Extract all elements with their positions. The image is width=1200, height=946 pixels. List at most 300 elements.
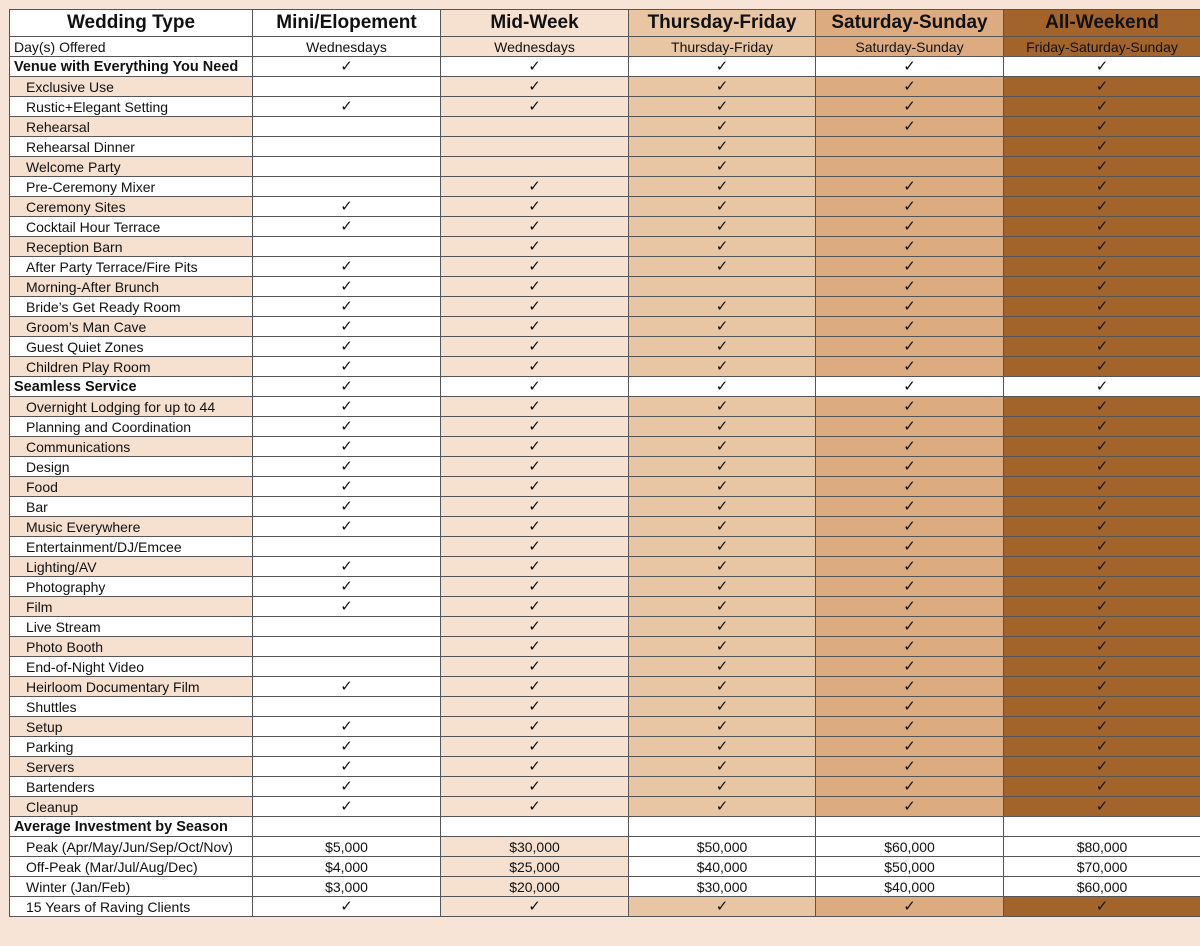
check-cell [1004,797,1200,817]
check-icon: ✓ [340,498,353,515]
check-icon: ✓ [340,758,353,775]
check-icon: ✓ [715,158,729,175]
check-cell [1004,537,1200,557]
check-cell [816,117,1004,137]
price-value: $3,000 [253,877,441,897]
check-icon: ✓ [1095,658,1109,675]
check-icon: ✓ [340,518,353,535]
check-cell [816,517,1004,537]
check-icon: ✓ [903,398,916,415]
check-icon: ✓ [1095,358,1109,375]
table-row [10,77,1200,97]
check-icon: ✓ [528,338,541,355]
check-icon: ✓ [903,598,916,615]
days-offered-row [10,37,1200,57]
check-icon: ✓ [340,278,353,295]
check-icon: ✓ [903,198,916,215]
row-label: Food [10,477,253,497]
check-icon: ✓ [903,278,916,295]
price-value: $80,000 [1004,837,1200,857]
check-icon: ✓ [340,338,353,355]
row-label: Lighting/AV [10,557,253,577]
check-icon: ✓ [528,298,541,315]
check-icon: ✓ [528,218,541,235]
check-icon: ✓ [528,778,541,795]
check-cell [1004,97,1200,117]
check-icon: ✓ [903,578,916,595]
check-cell [441,417,629,437]
row-label: Bar [10,497,253,517]
check-icon: ✓ [528,438,541,455]
check-icon: ✓ [903,218,916,235]
check-icon: ✓ [1095,458,1109,475]
check-icon: ✓ [715,138,729,155]
table-row [10,897,1200,917]
empty-cell [441,117,629,137]
check-cell [816,417,1004,437]
section-row [10,377,1200,397]
empty-cell [253,697,441,717]
check-cell [629,497,816,517]
check-icon: ✓ [903,638,916,655]
check-cell [253,497,441,517]
row-label: Reception Barn [10,237,253,257]
check-icon: ✓ [340,218,353,235]
check-icon: ✓ [340,398,353,415]
check-icon: ✓ [903,798,916,815]
check-icon: ✓ [1095,138,1109,155]
check-icon: ✓ [903,458,916,475]
check-cell [1004,597,1200,617]
check-cell [816,57,1004,77]
row-label: Guest Quiet Zones [10,337,253,357]
check-cell [441,357,629,377]
check-icon: ✓ [715,678,729,695]
check-cell [1004,317,1200,337]
price-value: $40,000 [816,877,1004,897]
check-icon: ✓ [528,358,541,375]
check-cell [441,437,629,457]
check-cell [1004,637,1200,657]
check-cell [441,97,629,117]
check-icon: ✓ [715,418,729,435]
table-row [10,737,1200,757]
check-cell [441,657,629,677]
check-cell [441,677,629,697]
check-cell [253,377,441,397]
check-cell [816,617,1004,637]
check-cell [816,637,1004,657]
check-icon: ✓ [903,438,916,455]
row-label: Morning-After Brunch [10,277,253,297]
check-cell [629,537,816,557]
check-cell [629,777,816,797]
check-icon: ✓ [715,57,729,75]
empty-cell [441,157,629,177]
check-cell [816,797,1004,817]
check-cell [629,157,816,177]
check-cell [441,77,629,97]
check-icon: ✓ [715,758,729,775]
empty-cell [816,157,1004,177]
row-label: Entertainment/DJ/Emcee [10,537,253,557]
check-cell [629,677,816,697]
check-cell [816,657,1004,677]
header-mid-week: Mid-Week [441,10,629,37]
days-offered-value: Saturday-Sunday [816,37,1004,57]
check-cell [253,57,441,77]
check-cell [253,257,441,277]
price-value: $25,000 [441,857,629,877]
check-cell [816,217,1004,237]
check-icon: ✓ [1095,78,1109,95]
check-cell [441,277,629,297]
empty-cell [253,817,441,837]
check-icon: ✓ [715,238,729,255]
check-icon: ✓ [340,98,353,115]
check-cell [816,277,1004,297]
empty-cell [253,137,441,157]
days-offered-value: Friday-Saturday-Sunday [1004,37,1200,57]
check-icon: ✓ [1095,278,1109,295]
check-icon: ✓ [340,798,353,815]
check-icon: ✓ [903,678,916,695]
table-row [10,777,1200,797]
check-icon: ✓ [903,658,916,675]
check-icon: ✓ [715,458,729,475]
check-cell [441,337,629,357]
empty-cell [253,177,441,197]
check-cell [816,297,1004,317]
row-label: Shuttles [10,697,253,717]
row-label: Cleanup [10,797,253,817]
price-value: $60,000 [1004,877,1200,897]
check-icon: ✓ [903,238,916,255]
row-label: Photo Booth [10,637,253,657]
check-icon: ✓ [1095,258,1109,275]
check-icon: ✓ [340,377,353,395]
check-cell [441,777,629,797]
check-icon: ✓ [715,258,729,275]
check-icon: ✓ [1095,698,1109,715]
check-icon: ✓ [715,518,729,535]
table-row [10,217,1200,237]
price-value: $4,000 [253,857,441,877]
check-cell [441,237,629,257]
check-cell [441,557,629,577]
row-label: Exclusive Use [10,77,253,97]
price-value: $20,000 [441,877,629,897]
price-value: $40,000 [629,857,816,877]
check-cell [441,397,629,417]
check-icon: ✓ [340,458,353,475]
check-icon: ✓ [715,778,729,795]
check-cell [441,477,629,497]
check-icon: ✓ [715,498,729,515]
check-icon: ✓ [715,318,729,335]
check-cell [816,757,1004,777]
check-cell [253,897,441,917]
check-icon: ✓ [1095,438,1109,455]
check-cell [816,237,1004,257]
empty-cell [253,77,441,97]
check-cell [441,697,629,717]
check-icon: ✓ [340,738,353,755]
check-cell [253,297,441,317]
check-cell [1004,337,1200,357]
check-icon: ✓ [1095,178,1109,195]
check-icon: ✓ [715,598,729,615]
check-icon: ✓ [715,798,729,815]
check-icon: ✓ [340,358,353,375]
row-label: Heirloom Documentary Film [10,677,253,697]
table-row [10,697,1200,717]
price-value: $30,000 [629,877,816,897]
check-cell [629,77,816,97]
price-row [10,857,1200,877]
table-row [10,597,1200,617]
check-icon: ✓ [528,638,541,655]
check-icon: ✓ [1095,538,1109,555]
check-cell [629,297,816,317]
row-label: Bride’s Get Ready Room [10,297,253,317]
days-offered-label: Day(s) Offered [10,37,253,57]
check-icon: ✓ [528,618,541,635]
check-icon: ✓ [528,498,541,515]
check-cell [816,77,1004,97]
check-cell [441,537,629,557]
row-label: Servers [10,757,253,777]
check-cell [441,297,629,317]
table-row [10,557,1200,577]
check-icon: ✓ [903,338,916,355]
check-icon: ✓ [1095,598,1109,615]
check-icon: ✓ [528,798,541,815]
check-icon: ✓ [903,318,916,335]
check-icon: ✓ [715,738,729,755]
check-icon: ✓ [715,618,729,635]
table-row [10,357,1200,377]
check-cell [1004,757,1200,777]
check-icon: ✓ [528,478,541,495]
check-cell [441,197,629,217]
header-all-weekend: All-Weekend [1004,10,1200,37]
check-icon: ✓ [715,198,729,215]
table-row [10,237,1200,257]
check-icon: ✓ [340,898,353,915]
check-cell [1004,57,1200,77]
check-cell [816,397,1004,417]
table-row [10,277,1200,297]
check-cell [1004,357,1200,377]
check-icon: ✓ [528,238,541,255]
table-row [10,417,1200,437]
header-label: Wedding Type [10,10,253,37]
check-cell [816,717,1004,737]
check-icon: ✓ [1095,618,1109,635]
check-icon: ✓ [340,438,353,455]
empty-cell [816,137,1004,157]
table-row [10,537,1200,557]
check-cell [629,117,816,137]
check-icon: ✓ [903,258,916,275]
check-icon: ✓ [715,698,729,715]
empty-cell [253,117,441,137]
check-cell [1004,237,1200,257]
price-row [10,877,1200,897]
check-icon: ✓ [1095,218,1109,235]
check-cell [253,557,441,577]
check-icon: ✓ [528,718,541,735]
row-label: Overnight Lodging for up to 44 [10,397,253,417]
check-cell [629,797,816,817]
check-cell [629,457,816,477]
check-cell [816,497,1004,517]
check-cell [816,557,1004,577]
check-cell [1004,157,1200,177]
check-cell [441,377,629,397]
check-cell [1004,117,1200,137]
check-icon: ✓ [340,558,353,575]
check-icon: ✓ [340,258,353,275]
row-label: Welcome Party [10,157,253,177]
check-icon: ✓ [1095,318,1109,335]
check-cell [253,737,441,757]
row-label: Music Everywhere [10,517,253,537]
check-cell [816,357,1004,377]
check-cell [629,477,816,497]
row-label: Winter (Jan/Feb) [10,877,253,897]
check-cell [629,617,816,637]
check-cell [1004,257,1200,277]
check-cell [629,317,816,337]
empty-cell [253,657,441,677]
price-value: $5,000 [253,837,441,857]
check-icon: ✓ [1095,638,1109,655]
check-icon: ✓ [340,718,353,735]
check-cell [1004,657,1200,677]
check-cell [1004,737,1200,757]
check-icon: ✓ [1095,338,1109,355]
row-label: Off-Peak (Mar/Jul/Aug/Dec) [10,857,253,877]
row-label: After Party Terrace/Fire Pits [10,257,253,277]
check-cell [253,277,441,297]
table-row [10,337,1200,357]
check-icon: ✓ [715,578,729,595]
check-icon: ✓ [340,198,353,215]
check-icon: ✓ [528,258,541,275]
table-row [10,137,1200,157]
check-cell [629,377,816,397]
check-cell [253,717,441,737]
table-row [10,577,1200,597]
price-value: $30,000 [441,837,629,857]
check-cell [816,377,1004,397]
check-cell [441,757,629,777]
check-cell [629,357,816,377]
check-cell [629,897,816,917]
check-cell [1004,277,1200,297]
check-cell [441,177,629,197]
check-icon: ✓ [903,118,916,135]
check-icon: ✓ [903,298,916,315]
check-icon: ✓ [903,178,916,195]
row-label: Parking [10,737,253,757]
check-icon: ✓ [715,78,729,95]
check-cell [1004,557,1200,577]
check-icon: ✓ [1095,678,1109,695]
row-label: Planning and Coordination [10,417,253,437]
check-cell [441,637,629,657]
check-cell [253,597,441,617]
check-icon: ✓ [1095,198,1109,215]
check-icon: ✓ [903,418,916,435]
check-cell [816,257,1004,277]
check-icon: ✓ [903,718,916,735]
check-icon: ✓ [1095,118,1109,135]
check-cell [816,737,1004,757]
check-cell [816,437,1004,457]
check-icon: ✓ [340,57,353,75]
check-cell [629,657,816,677]
check-icon: ✓ [528,178,541,195]
check-cell [1004,177,1200,197]
check-icon: ✓ [715,718,729,735]
check-cell [1004,417,1200,437]
check-cell [441,797,629,817]
check-cell [629,257,816,277]
table-row [10,157,1200,177]
check-icon: ✓ [340,678,353,695]
price-row [10,837,1200,857]
empty-cell [441,817,629,837]
check-icon: ✓ [340,778,353,795]
check-cell [816,177,1004,197]
table-row [10,637,1200,657]
check-cell [253,777,441,797]
check-icon: ✓ [340,298,353,315]
table-row [10,457,1200,477]
check-icon: ✓ [903,358,916,375]
check-icon: ✓ [528,898,541,915]
check-icon: ✓ [1095,57,1109,75]
check-icon: ✓ [528,758,541,775]
wedding-packages-table [9,9,1200,917]
check-cell [816,597,1004,617]
check-icon: ✓ [903,778,916,795]
check-cell [1004,617,1200,637]
check-icon: ✓ [1095,518,1109,535]
empty-cell [1004,817,1200,837]
check-cell [253,517,441,537]
check-icon: ✓ [528,558,541,575]
check-cell [441,737,629,757]
empty-cell [816,817,1004,837]
check-cell [1004,777,1200,797]
check-cell [253,217,441,237]
check-icon: ✓ [528,598,541,615]
check-icon: ✓ [1095,398,1109,415]
check-cell [816,677,1004,697]
section-label: Venue with Everything You Need [10,57,253,77]
check-cell [1004,297,1200,317]
check-cell [253,317,441,337]
row-label: Communications [10,437,253,457]
check-icon: ✓ [715,118,729,135]
empty-cell [629,277,816,297]
check-cell [629,557,816,577]
section-label: Average Investment by Season [10,817,253,837]
